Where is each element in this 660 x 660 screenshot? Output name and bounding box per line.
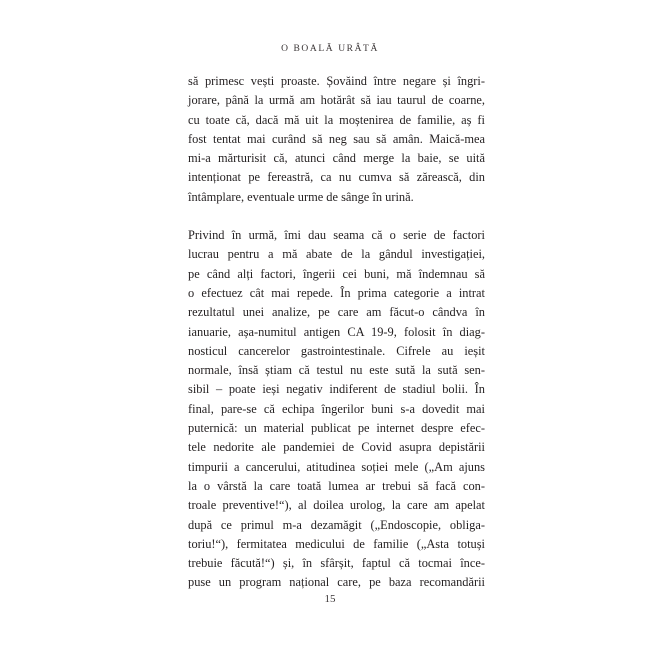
text-line: să primesc vești proaste. Șovăind între negare și îngri- bbox=[188, 74, 485, 88]
text-line: final, pare-se că echipa îngerilor buni s-a dovedit mai bbox=[188, 401, 485, 416]
text-line: jorare, până la urmă am hotărât să iau taurul de coarne, bbox=[188, 93, 485, 108]
text-line: cu toate că, dacă mă uit la moștenirea de familie, aș fi bbox=[188, 112, 485, 127]
paragraph-1 bbox=[188, 72, 485, 207]
body-text bbox=[188, 72, 485, 593]
page-number: 15 bbox=[324, 593, 336, 605]
running-head: O BOALĂ URÂTĂ bbox=[281, 44, 379, 54]
text-line: trebuie făcută!“) și, în sfârșit, faptul că tocmai înce- bbox=[188, 556, 485, 571]
text-line: tele nedorite ale pandemiei de Covid asupra depistării bbox=[188, 440, 485, 455]
text-line: după ce primul m-a dezamăgit („Endoscopie, obliga- bbox=[188, 517, 485, 532]
text-line: normale, însă știam că testul nu este sută la sută sen- bbox=[188, 363, 485, 378]
text-line: puternică: un material publicat pe internet despre efec- bbox=[188, 421, 485, 436]
text-line: intenționat pe fereastră, ca nu cumva să zărească, din bbox=[188, 170, 485, 185]
text-line: o efectuez cât mai repede. În prima categorie a intrat bbox=[188, 285, 485, 300]
text-line: ianuarie, așa-numitul antigen CA 19-9, folosit în diag- bbox=[188, 324, 485, 339]
text-line: Privind în urmă, îmi dau seama că o serie de factori bbox=[188, 228, 485, 243]
text-line: puse un program național care, pe baza recomandării bbox=[188, 575, 485, 590]
text-line: pe când alți factori, îngerii cei buni, mă îndemnau să bbox=[188, 266, 485, 281]
text-line: timpurii a cancerului, atitudinea soției mele („Am ajuns bbox=[188, 459, 485, 474]
text-line: întâmplare, eventuale urme de sânge în urină. bbox=[188, 189, 414, 204]
text-line: nosticul cancerelor gastrointestinale. Cifrele au ieșit bbox=[188, 343, 485, 358]
text-line: mi-a mărturisit că, atunci când merge la baie, se uită bbox=[188, 151, 485, 166]
text-line: sibil – poate ieși negativ indiferent de stadiul bolii. În bbox=[188, 382, 485, 397]
text-line: la o vârstă la care toată lumea ar trebui să facă con- bbox=[188, 478, 485, 493]
text-line: fost tentat mai curând să neg sau să amân. Maică-mea bbox=[188, 131, 485, 146]
text-line: toriu!“), fermitatea medicului de familie („Asta totuși bbox=[188, 536, 485, 551]
text-line: rezultatul unei analize, pe care am făcut-o cândva în bbox=[188, 305, 485, 320]
text-line: troale preventive!“), al doilea urolog, la care am apelat bbox=[188, 498, 485, 513]
paragraph-2 bbox=[188, 226, 485, 593]
text-line: lucrau pentru a mă abate de la gândul investigației, bbox=[188, 247, 485, 262]
paragraph-spacer bbox=[188, 207, 485, 226]
